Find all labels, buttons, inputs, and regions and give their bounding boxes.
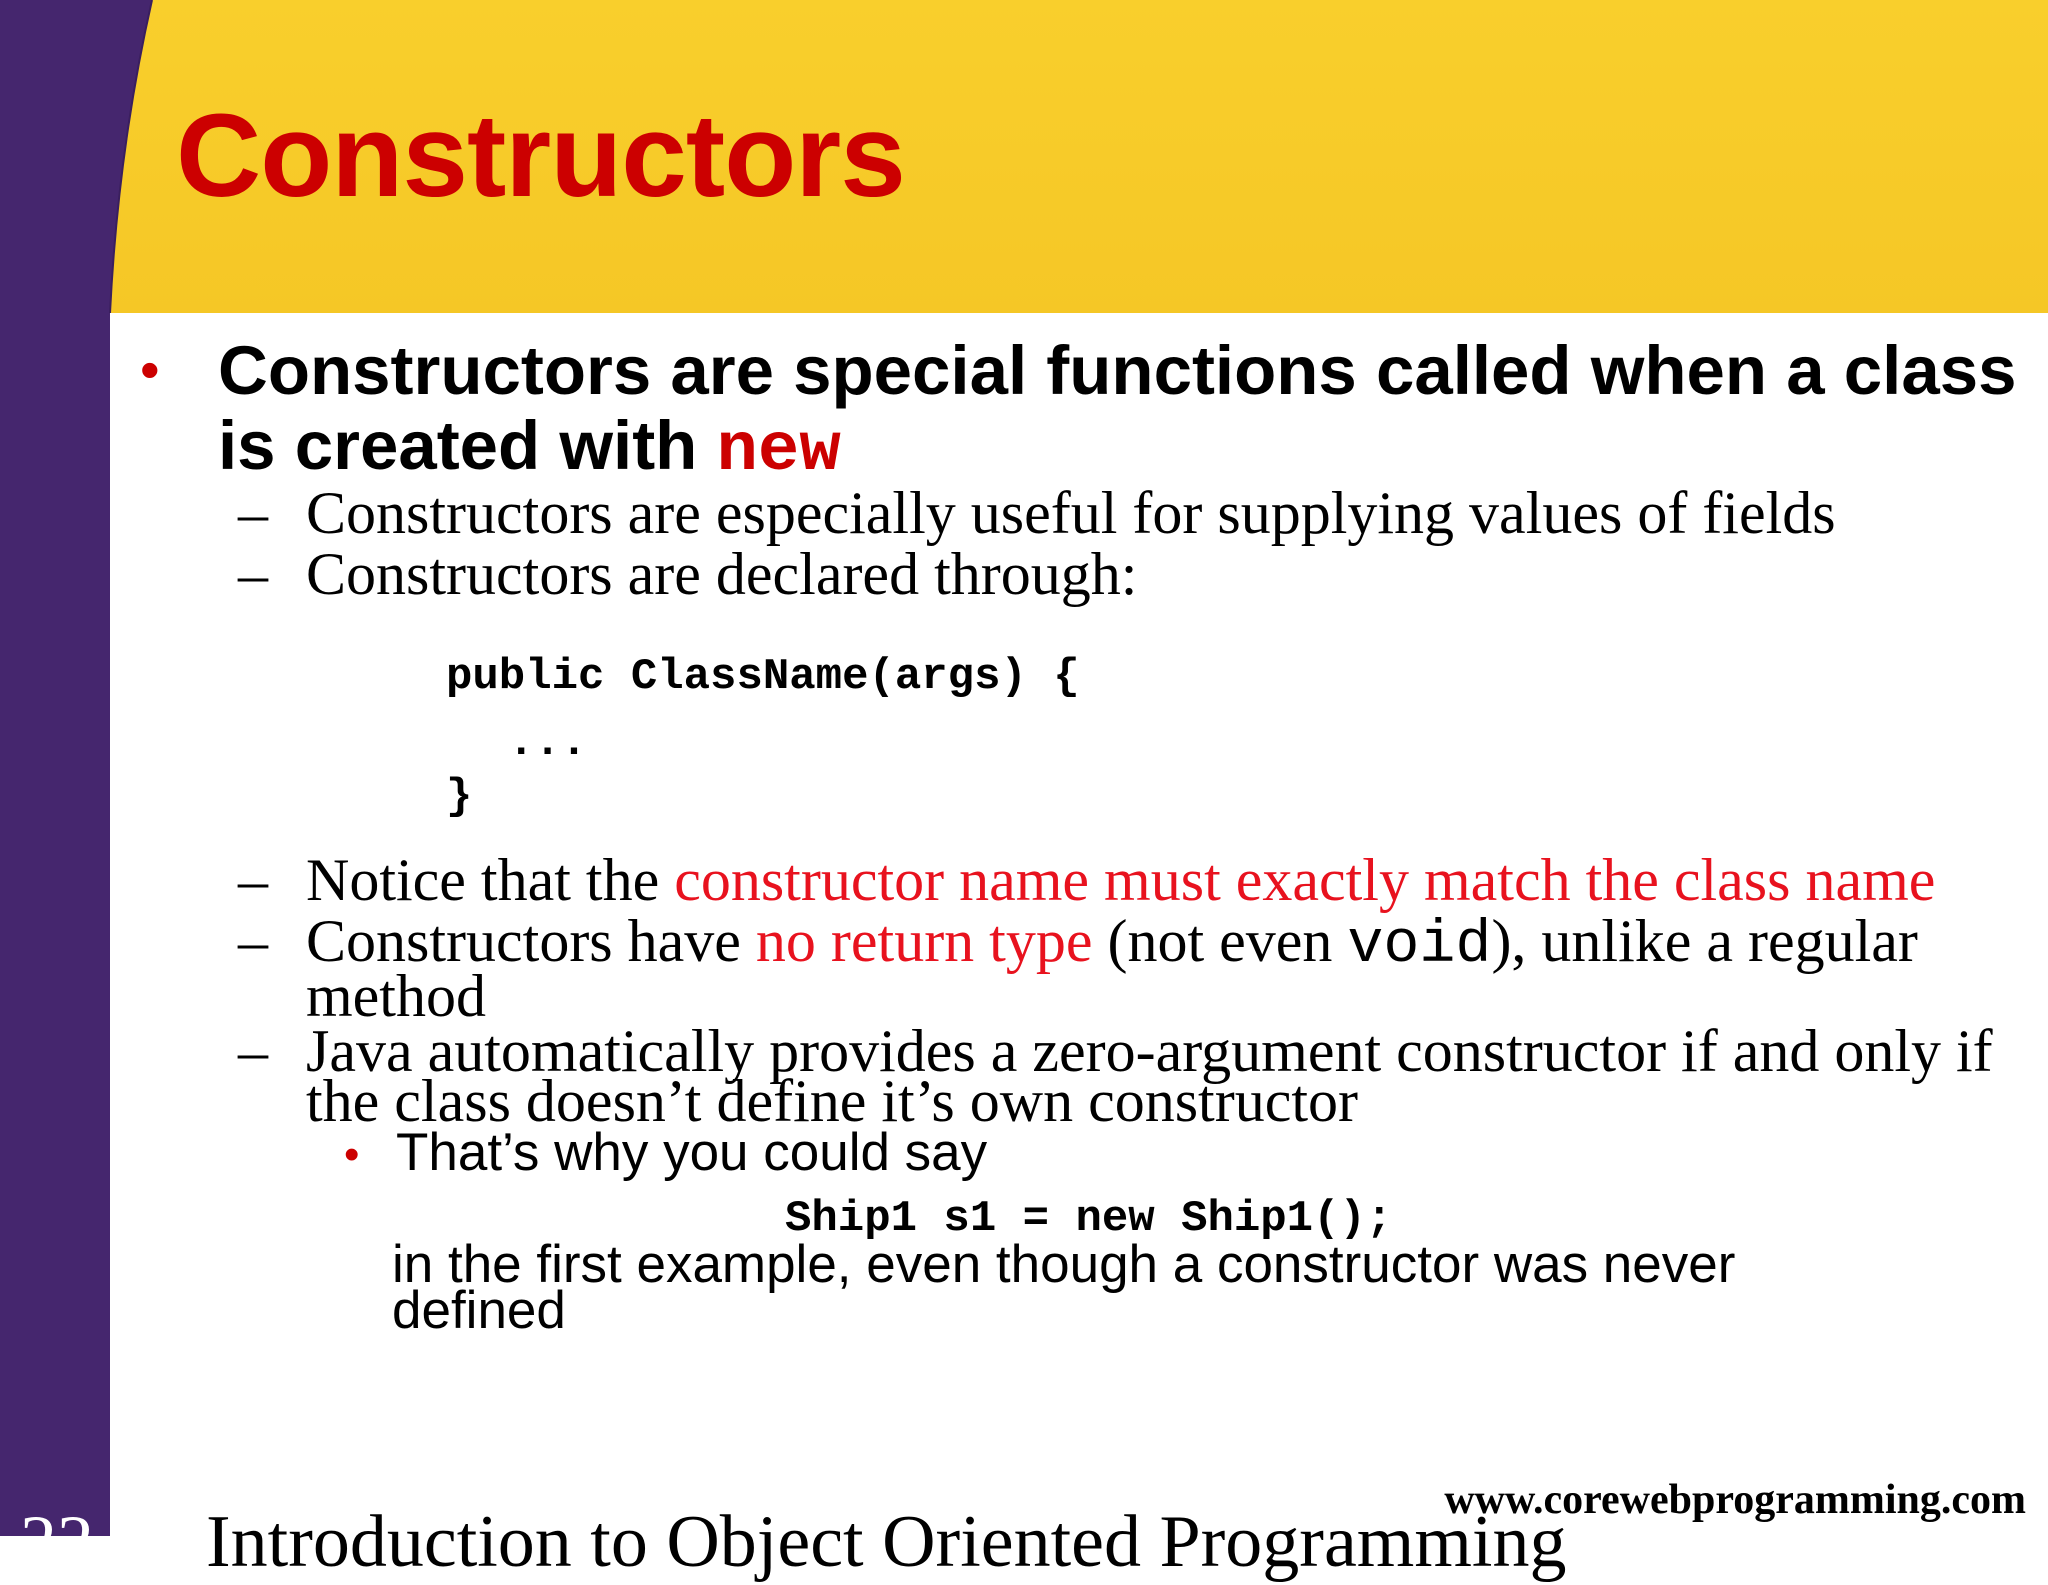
sub-item-java-auto: Java automatically provides a zero-argument constructor if and only if the class doesn’t define it’s own constructor [306, 1018, 1993, 1134]
code-line-close: } [446, 772, 473, 822]
sub-bullet-icon: • [344, 1130, 360, 1179]
code-line-signature: public ClassName(args) { [446, 652, 1080, 702]
dash-icon: – [238, 847, 268, 913]
dash-icon: – [238, 1018, 268, 1084]
main-bullet-text: Constructors are special functions called when a class is created with [218, 332, 2017, 484]
no-return-highlight: no return type [755, 908, 1093, 974]
sub-item-declared: Constructors are declared through: [306, 541, 1138, 607]
void-keyword: void [1347, 912, 1492, 980]
no-return-prefix: Constructors have [306, 908, 756, 974]
level3-intro: That’s why you could say [396, 1123, 988, 1182]
notice-prefix: Notice that the [306, 847, 675, 913]
footer-url: www.corewebprogramming.com [1444, 1477, 2026, 1523]
no-return-middle: (not even [1092, 908, 1348, 974]
code-ship1: Ship1 s1 = new Ship1(); [785, 1194, 1393, 1244]
main-bullet [218, 333, 2018, 489]
no-return-suffix: ), unlike a regular method [306, 908, 1918, 1029]
dash-icon: – [238, 908, 268, 974]
sub-item-no-return [306, 908, 2036, 1029]
keyword-new: new [716, 412, 841, 490]
sub-item-notice [306, 847, 2036, 913]
sub-item-fields: Constructors are especially useful for supplying values of fields [306, 480, 1836, 546]
footer-title: Introduction to Object Oriented Programming [206, 1501, 1567, 1583]
page-number: 22 [20, 1501, 94, 1583]
level3-explanation: in the first example, even though a constructor was never defined [392, 1235, 1736, 1340]
bullet-icon: • [140, 338, 160, 401]
code-line-body: ... [508, 718, 588, 768]
slide-title: Constructors [176, 90, 905, 222]
dash-icon: – [238, 541, 268, 607]
dash-icon: – [238, 480, 268, 546]
notice-highlight: constructor name must exactly match the class name [674, 847, 1936, 913]
